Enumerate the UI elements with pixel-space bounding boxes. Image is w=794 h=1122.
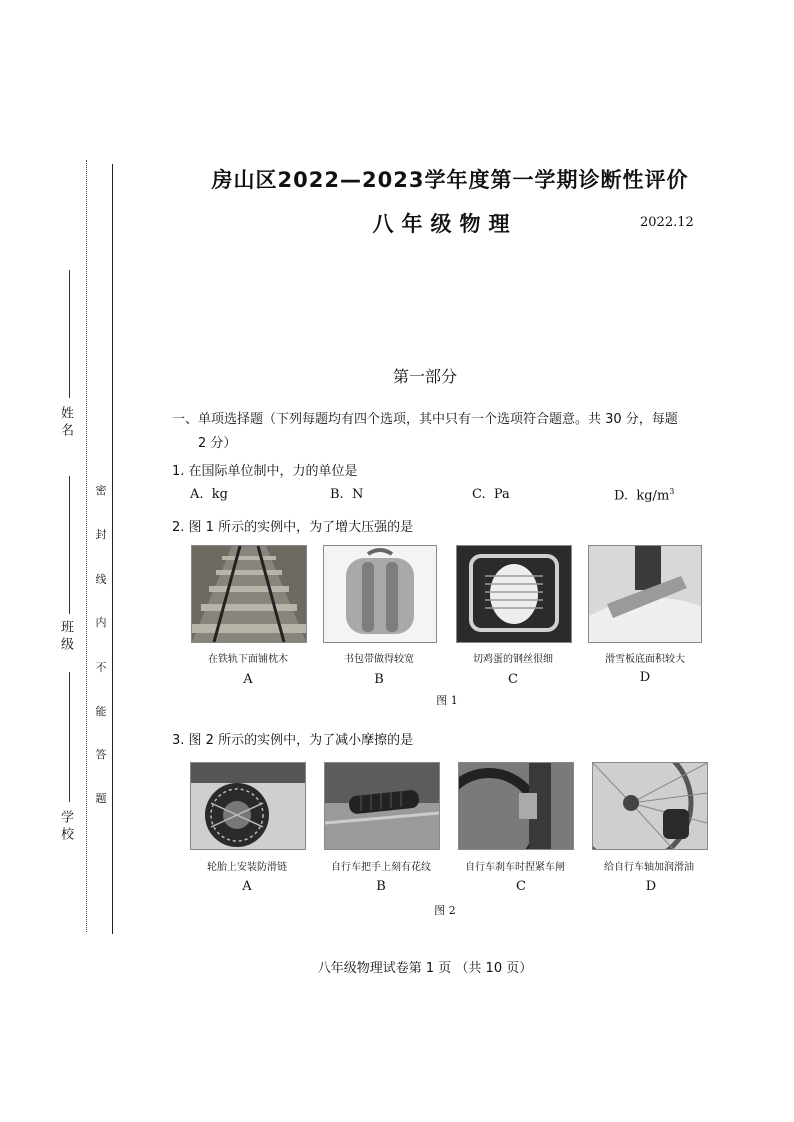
class-label: 班级 [58, 620, 73, 654]
part-heading: 第一部分 [392, 367, 457, 386]
question-3: 3. 图 2 所示的实例中，为了减小摩擦的是 [172, 733, 414, 748]
q1-option-d[interactable]: D. $kg/m^3$ [614, 487, 675, 504]
fig2-caption-a: 轮胎上安装防滑链 [207, 862, 287, 873]
fig2-caption-c: 自行车刹车时捏紧车闸 [465, 862, 565, 873]
fig2-option-d[interactable]: D [645, 879, 657, 894]
seal-line-outer [112, 164, 113, 934]
fig2-caption-d: 给自行车轴加润滑油 [604, 862, 694, 873]
fig2-caption-b: 自行车把手上刻有花纹 [331, 862, 431, 873]
exam-date: 2022.12 [640, 215, 694, 230]
seal-char: 密 [95, 484, 107, 497]
seal-char: 线 [95, 573, 107, 586]
fig2-option-a[interactable]: A [242, 879, 252, 894]
fig1-caption-c: 切鸡蛋的钢丝很细 [473, 654, 553, 665]
figure-1-label: 图 1 [436, 694, 458, 707]
seal-char: 封 [95, 528, 107, 541]
fig1-option-a[interactable]: A [243, 672, 253, 687]
fig1-caption-d: 滑雪板底面积较大 [605, 654, 685, 665]
seal-char: 内 [95, 616, 107, 629]
fig2-option-b[interactable]: B [376, 879, 386, 894]
page-footer: 八年级物理试卷第 1 页 （共 10 页） [317, 961, 533, 976]
seal-char: 不 [95, 661, 107, 674]
bike-handle-photo [324, 762, 440, 850]
snowboard-photo [588, 545, 702, 643]
seal-char: 能 [95, 705, 107, 718]
seal-char: 题 [95, 792, 107, 805]
q1-option-b[interactable]: B. N [330, 487, 364, 502]
fig1-option-b[interactable]: B [374, 672, 384, 687]
egg-slicer-photo [456, 545, 572, 643]
q1-option-c[interactable]: C. Pa [472, 487, 510, 502]
class-fill-line[interactable] [69, 476, 70, 614]
fig1-caption-a: 在铁轨下面铺枕木 [208, 654, 288, 665]
question-1: 1. 在国际单位制中，力的单位是 [172, 464, 358, 479]
tire-chain-photo [190, 762, 306, 850]
name-fill-line[interactable] [69, 270, 70, 398]
name-label: 姓名 [58, 406, 73, 440]
fig2-option-c[interactable]: C [516, 879, 526, 894]
bike-brake-photo [458, 762, 574, 850]
railway-photo [191, 545, 307, 643]
school-fill-line[interactable] [69, 672, 70, 802]
q1-option-a[interactable]: A. kg [190, 487, 228, 502]
section-instructions: 一、单项选择题（下列每题均有四个选项，其中只有一个选项符合题意。共 30 分，每题 [172, 412, 678, 427]
backpack-photo [323, 545, 437, 643]
fig1-option-c[interactable]: C [508, 672, 518, 687]
question-2: 2. 图 1 所示的实例中，为了增大压强的是 [172, 520, 414, 535]
section-instructions-cont: 2 分） [198, 436, 237, 451]
seal-char: 答 [95, 748, 107, 761]
figure-2-label: 图 2 [434, 904, 456, 917]
school-label: 学校 [58, 810, 73, 844]
fig1-caption-b: 书包带做得较宽 [344, 654, 414, 665]
exam-title: 房山区2022—2023学年度第一学期诊断性评价 [211, 168, 689, 192]
fig1-option-d[interactable]: D [639, 670, 651, 685]
exam-subject: 八年级物理 [372, 211, 518, 236]
dotted-cut-line [86, 160, 87, 932]
bike-oil-photo [592, 762, 708, 850]
